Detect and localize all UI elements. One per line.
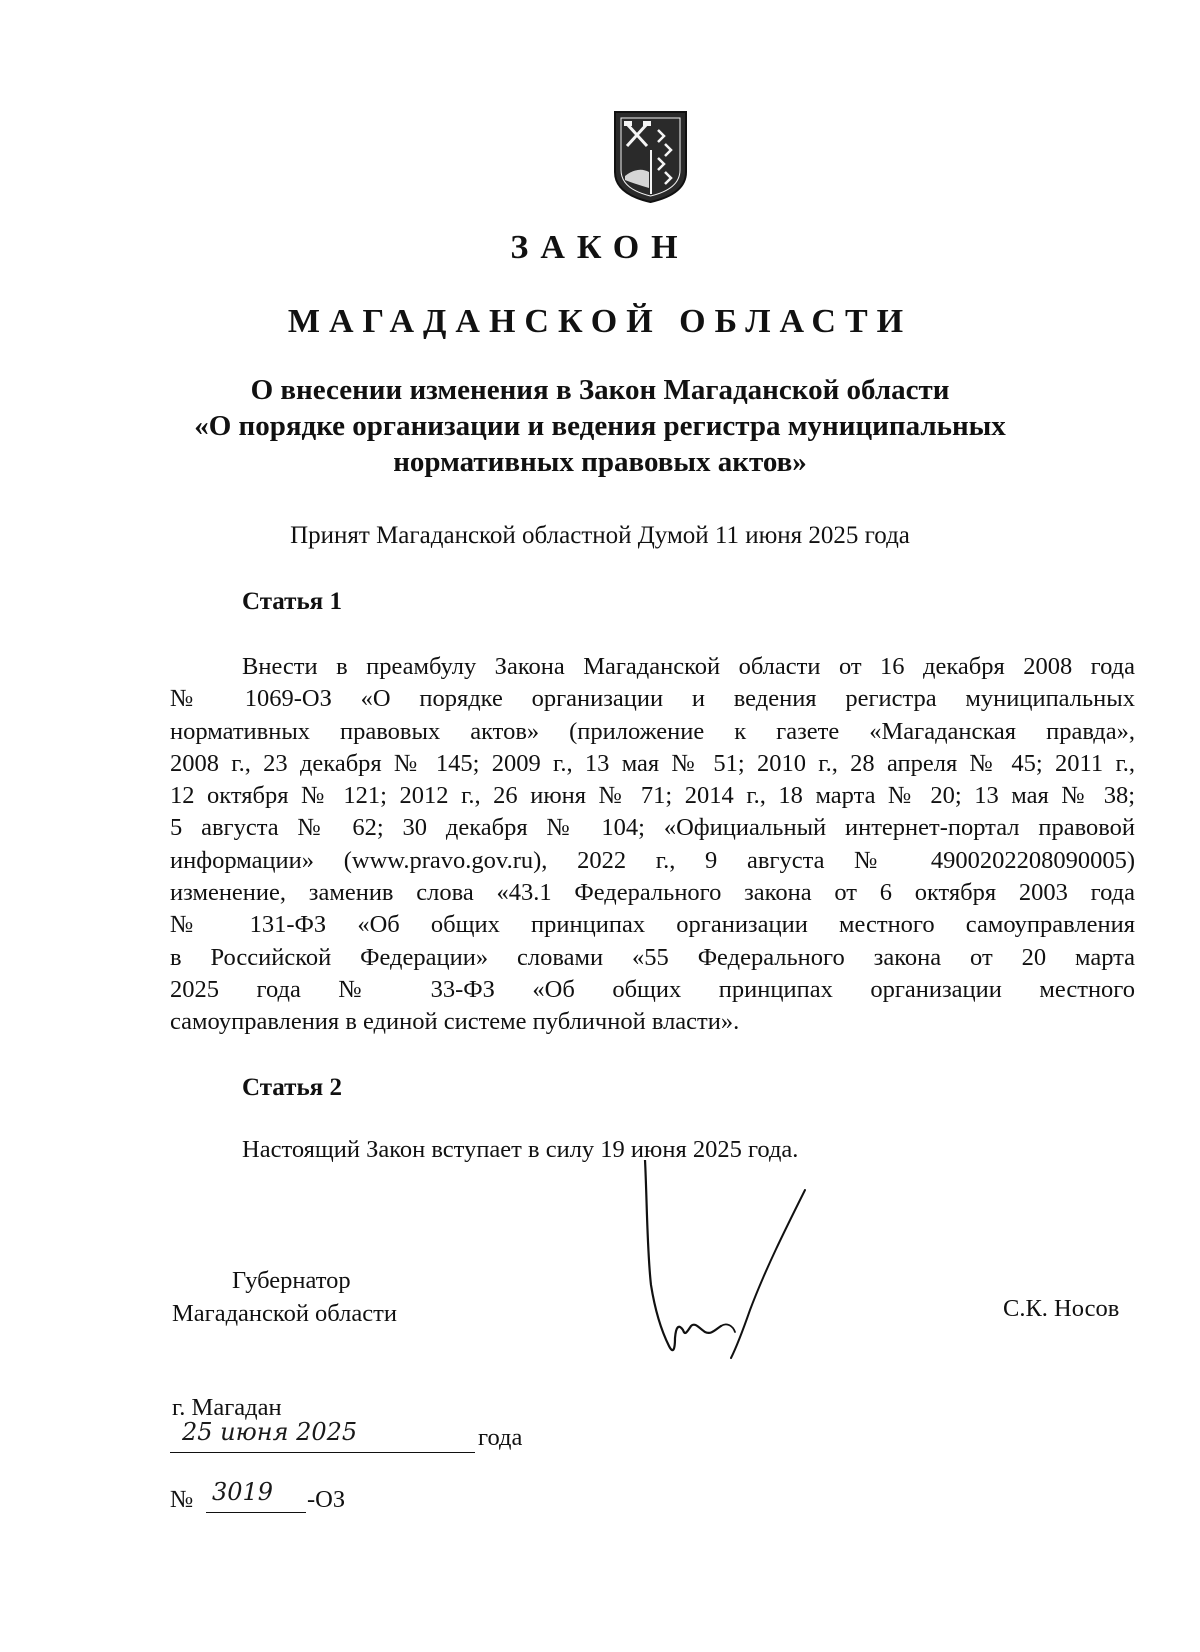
- date-suffix: года: [478, 1424, 523, 1451]
- article-1-line: № 131-ФЗ «Об общих принципах организации местного самоуправления: [170, 911, 1135, 939]
- article-1-line: Внести в преамбулу Закона Магаданской области от 16 декабря 2008 года: [242, 653, 1135, 680]
- article-2-text: Настоящий Закон вступает в силу 19 июня 2025 года.: [242, 1136, 799, 1163]
- subject-line: О внесении изменения в Закон Магаданской области: [250, 374, 950, 406]
- article-1-line: изменение, заменив слова «43.1 Федерального закона от 6 октября 2003 года: [170, 879, 1135, 907]
- article-1-line: в Российской Федерации» словами «55 Федерального закона от 20 марта: [170, 943, 1135, 971]
- article-1-line: 12 октября № 121; 2012 г., 26 июня № 71; 2014 г., 18 марта № 20; 13 мая № 38;: [170, 782, 1135, 810]
- article-1-line: 2008 г., 23 декабря № 145; 2009 г., 13 мая № 51; 2010 г., 28 апреля № 45; 2011 г.,: [170, 749, 1135, 777]
- article-1-line: самоуправления в единой системе публичной власти».: [170, 1008, 740, 1036]
- law-subject: [150, 372, 1050, 480]
- governor-signature: [635, 1160, 835, 1380]
- governor-title-line1: Губернатор: [232, 1267, 351, 1294]
- city-label: г. Магадан: [172, 1394, 282, 1421]
- number-suffix: -ОЗ: [307, 1486, 346, 1513]
- region-title: МАГАДАНСКОЙ ОБЛАСТИ: [287, 303, 913, 340]
- subject-line: «О порядке организации и ведения регистра муниципальных: [194, 410, 1006, 442]
- article-1-heading: Статья 1: [242, 588, 342, 615]
- number-sign: №: [170, 1486, 194, 1513]
- magadan-coat-of-arms-icon: [613, 110, 688, 203]
- handwritten-date: 25 июня 2025: [182, 1418, 358, 1446]
- article-2-heading: Статья 2: [242, 1074, 342, 1101]
- article-1-line: нормативных правовых актов» (приложение к газете «Магаданская правда»,: [170, 717, 1135, 745]
- article-1-text: [170, 651, 1135, 1039]
- governor-name: С.К. Носов: [1003, 1295, 1120, 1322]
- article-1-line: № 1069-ОЗ «О порядке организации и ведения регистра муниципальных: [170, 685, 1135, 713]
- governor-title-line2: Магаданской области: [172, 1300, 397, 1327]
- article-1-line: 2025 года № 33-ФЗ «Об общих принципах организации местного: [170, 975, 1135, 1003]
- law-title: ЗАКОН: [510, 229, 690, 266]
- adoption-note: Принят Магаданской областной Думой 11 июня 2025 года: [290, 522, 910, 549]
- article-1-line: информации» (www.pravo.gov.ru), 2022 г., 9 августа № 4900202208090005): [170, 846, 1135, 874]
- handwritten-number: 3019: [212, 1478, 274, 1506]
- subject-line: нормативных правовых актов»: [393, 446, 807, 478]
- article-1-line: 5 августа № 62; 30 декабря № 104; «Официальный интернет-портал правовой: [170, 814, 1135, 842]
